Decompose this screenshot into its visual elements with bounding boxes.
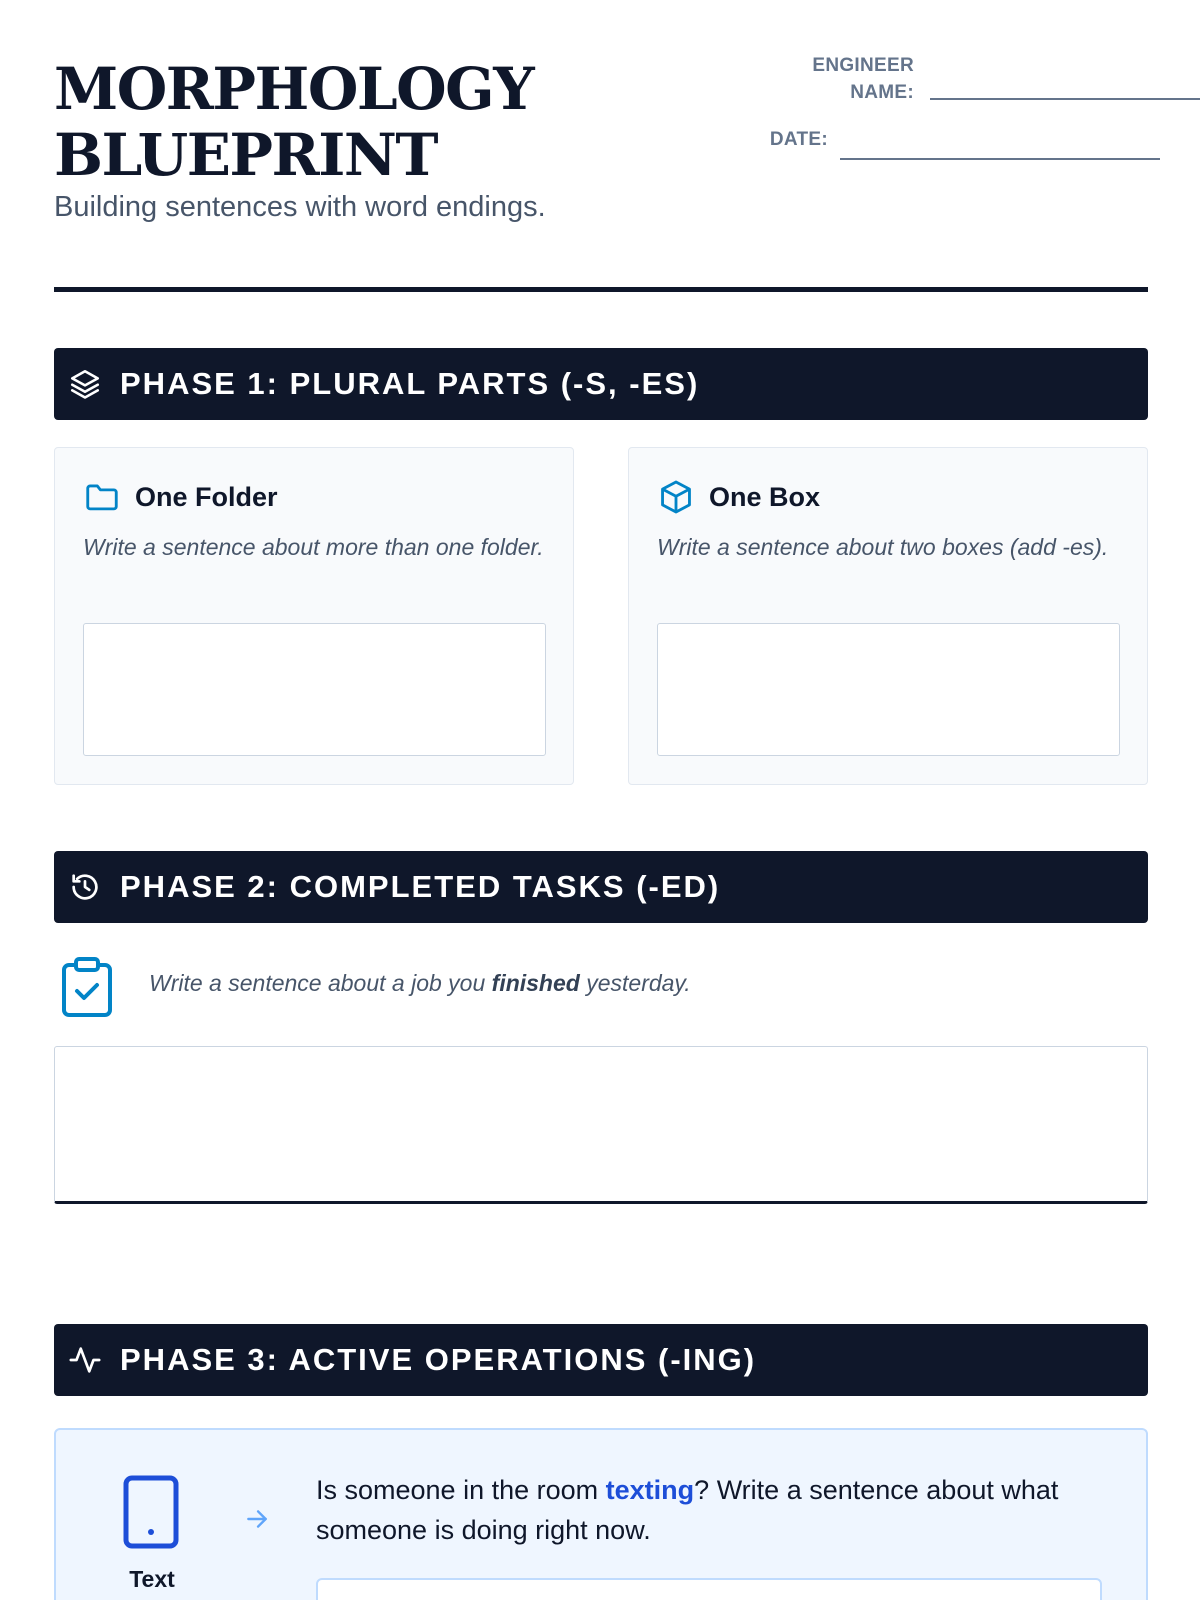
phase2-answer-box[interactable] — [54, 1046, 1148, 1204]
page-title — [54, 56, 694, 188]
engineer-name-field[interactable] — [930, 98, 1200, 100]
phase2-banner — [54, 851, 1148, 923]
phase2-title: PHASE 2: COMPLETED TASKS (-ED) — [120, 869, 721, 904]
activity-icon — [68, 1343, 102, 1377]
smartphone-icon — [122, 1474, 180, 1550]
folder-icon — [83, 478, 121, 516]
title-line-2: BLUEPRINT — [54, 121, 438, 189]
layers-icon — [68, 367, 102, 401]
box-card-header — [657, 478, 820, 516]
worksheet-page — [54, 0, 1148, 1600]
engineer-label-line-1: ENGINEER — [812, 55, 914, 76]
phase2-prompt-start: Write a sentence about a job you — [149, 970, 492, 996]
phone-label: Text — [129, 1566, 175, 1592]
history-icon — [68, 870, 102, 904]
folder-card-title: One Folder — [135, 481, 278, 512]
cube-icon — [657, 478, 695, 516]
phase2-prompt-end: yesterday. — [579, 970, 691, 996]
phase3-answer-box[interactable] — [316, 1578, 1102, 1600]
phase3-prompt-start: Is someone in the room — [316, 1475, 606, 1505]
arrow-right-icon — [244, 1506, 270, 1532]
phase2-prompt-emphasis: finished — [491, 970, 580, 996]
phase1-banner — [54, 348, 1148, 420]
title-line-1: MORPHOLOGY — [54, 55, 534, 123]
engineer-name-label — [754, 52, 914, 106]
folder-answer-box[interactable] — [83, 623, 546, 756]
page-subtitle: Building sentences with word endings. — [54, 191, 546, 223]
phase2-prompt — [149, 970, 691, 997]
folder-card-header — [83, 478, 278, 516]
phase3-banner — [54, 1324, 1148, 1396]
phase3-prompt-end: ? Write a sentence about what someone is doing right now. — [316, 1475, 1059, 1545]
date-field[interactable] — [840, 158, 1160, 160]
phase3-prompt — [316, 1470, 1116, 1550]
clipboard-check-icon — [60, 956, 114, 1018]
date-label: DATE: — [769, 129, 828, 150]
phase1-title: PHASE 1: PLURAL PARTS (-S, -ES) — [120, 366, 700, 401]
header-divider — [54, 287, 1148, 292]
box-card — [628, 447, 1148, 785]
folder-card — [54, 447, 574, 785]
phase3-prompt-highlight: texting — [605, 1475, 695, 1505]
phase3-task-box — [54, 1428, 1148, 1600]
folder-card-prompt: Write a sentence about more than one folder. — [83, 534, 544, 560]
engineer-label-line-2: NAME: — [850, 82, 914, 103]
box-card-title: One Box — [709, 481, 821, 512]
phase3-title: PHASE 3: ACTIVE OPERATIONS (-ING) — [120, 1342, 757, 1377]
box-card-prompt: Write a sentence about two boxes (add -es). — [657, 534, 1109, 560]
box-answer-box[interactable] — [657, 623, 1120, 756]
